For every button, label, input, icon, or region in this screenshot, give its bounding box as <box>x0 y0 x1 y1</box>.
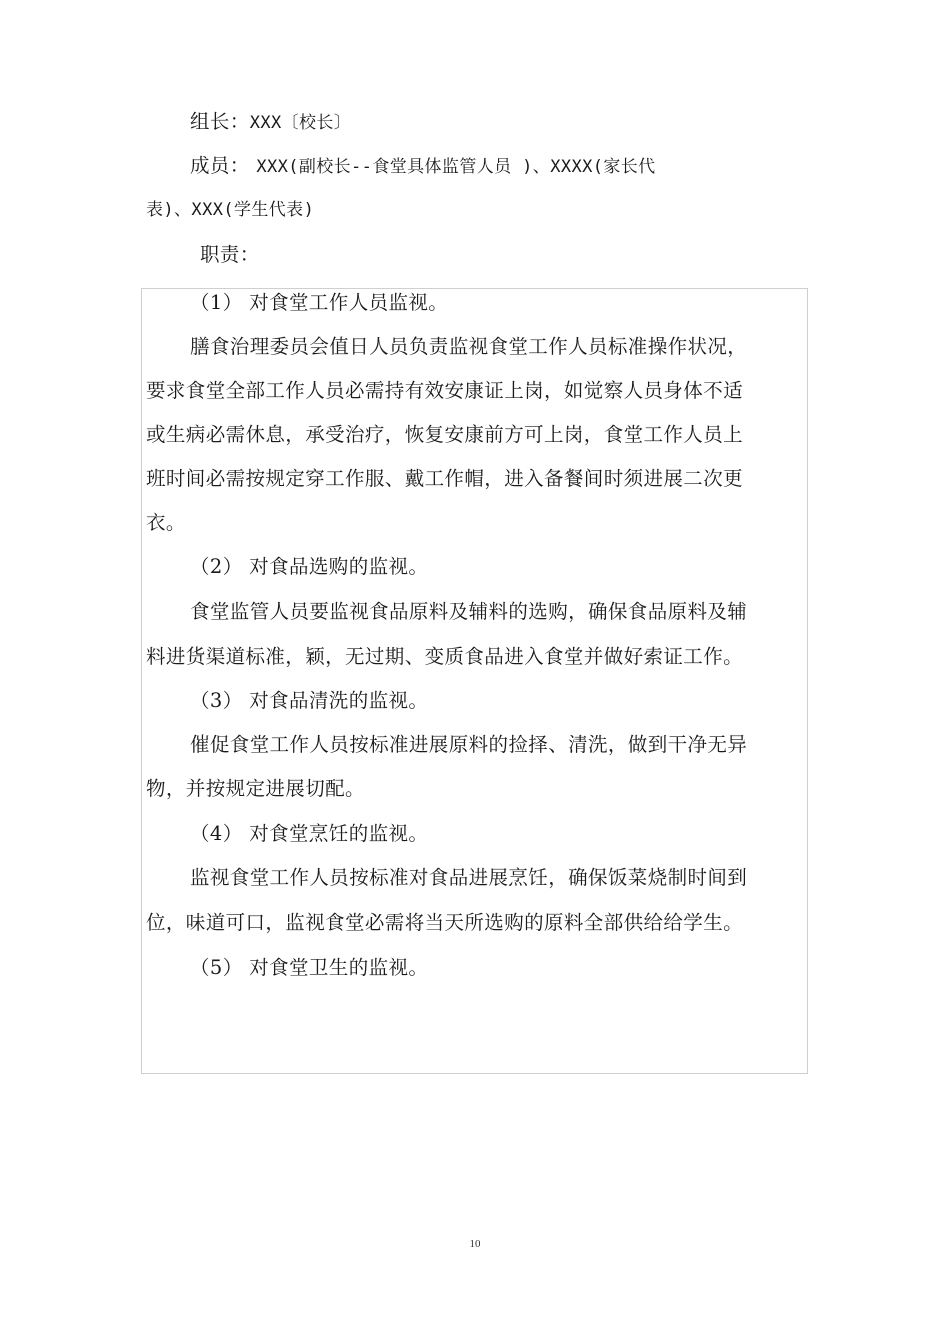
section-4-heading: （4） 对食堂烹饪的监视。 <box>190 822 429 845</box>
page-number: 10 <box>469 1238 481 1250</box>
section-3-heading: （3） 对食品清洗的监视。 <box>190 689 429 712</box>
section-1-heading: （1） 对食堂工作人员监视。 <box>190 291 449 314</box>
section-4-line-1: 监视食堂工作人员按标准对食品进展烹饪，确保饭菜烧制时间到 <box>190 866 748 889</box>
section-2-line-1: 食堂监管人员要监视食品原料及辅料的选购，确保食品原料及辅 <box>190 600 748 623</box>
section-3-line-2: 物，并按规定进展切配。 <box>146 777 365 800</box>
section-4-line-2: 位，味道可口，监视食堂必需将当天所选购的原料全部供给给学生。 <box>146 911 744 934</box>
section-5-heading: （5） 对食堂卫生的监视。 <box>190 956 429 979</box>
section-1-line-4: 班时间必需按规定穿工作服、戴工作帽，进入备餐间时须进展二次更 <box>146 467 744 490</box>
members-label: 成员： <box>190 154 250 177</box>
members-line-2: 表)、XXX(学生代表) <box>146 200 315 220</box>
section-3-line-1: 催促食堂工作人员按标准进展原料的捡择、清洗，做到干净无异 <box>190 733 748 756</box>
leader-value: XXX〔校长〕 <box>249 113 352 133</box>
section-1-line-3: 或生病必需休息，承受治疗，恢复安康前方可上岗，食堂工作人员上 <box>146 423 744 446</box>
members-line-1 <box>190 154 656 179</box>
section-1-line-1: 膳食治理委员会值日人员负责监视食堂工作人员标准操作状况， <box>190 335 748 358</box>
section-1-line-2: 要求食堂全部工作人员必需持有效安康证上岗，如觉察人员身体不适 <box>146 379 744 402</box>
leader-label: 组长： <box>190 110 250 133</box>
section-2-line-2: 料进货渠道标准，颖，无过期、变质食品进入食堂并做好索证工作。 <box>146 645 744 668</box>
leader-line <box>190 110 351 135</box>
duties-label: 职责： <box>200 243 260 266</box>
section-2-heading: （2） 对食品选购的监视。 <box>190 555 429 578</box>
members-value-1: XXX(副校长--食堂具体监管人员 )、XXXX(家长代 <box>256 157 656 177</box>
section-1-line-5: 衣。 <box>146 511 186 534</box>
